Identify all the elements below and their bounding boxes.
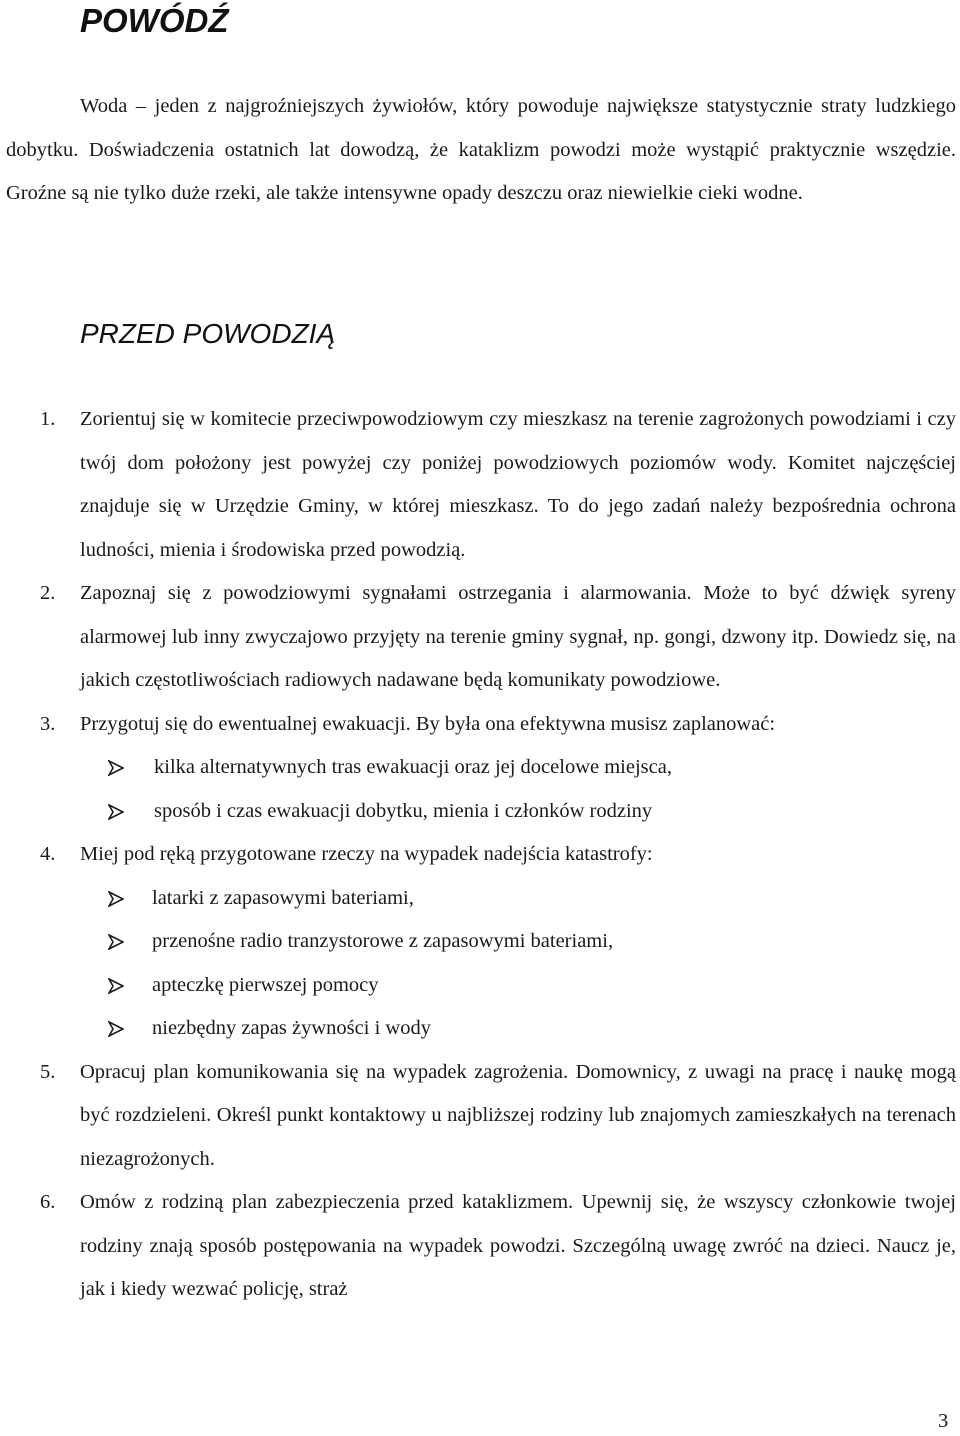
list-item-number: 6. [40, 1191, 56, 1213]
list-item [0, 1181, 956, 1312]
bullet-item [80, 746, 956, 790]
list-item-text: Zorientuj się w komitecie przeciwpowodziowym czy mieszkasz na terenie zagrożonych powodziami i czy twój dom położony jest powyżej czy poniżej powodziowych poziomów wody. Komitet najczęściej znajduje się w Urzędzie Gminy, w której mieszkasz. To do jego zadań należy bezpośrednia ochrona ludności, mienia i środowiska przed powodzią. [80, 408, 956, 561]
bullet-text: sposób i czas ewakuacji dobytku, mienia i członków rodziny [154, 799, 653, 822]
list-item-text: Przygotuj się do ewentualnej ewakuacji. By była ona efektywna musisz zaplanować: [80, 712, 776, 735]
page-title: POWÓDŹ [80, 2, 229, 39]
list-item-number: 2. [40, 582, 56, 604]
bullet-item [80, 964, 956, 1008]
arrowhead-bullet-icon [108, 1007, 126, 1051]
list-item-text: Miej pod ręką przygotowane rzeczy na wypadek nadejścia katastrofy: [80, 843, 653, 865]
intro-paragraph: Woda – jeden z najgroźniejszych żywiołów, który powoduje największe statystycznie straty ludzkiego dobytku. Doświadczenia ostatnich lat dowodzą, że kataklizm powodzi może wystąpić praktycznie wszędzie. Groźne są nie tylko duże rzeki, ale także intensywne opady deszczu oraz niewielkie cieki wodne. [6, 95, 956, 204]
list-item [0, 572, 956, 703]
list-item [0, 398, 956, 572]
section-heading: PRZED POWODZIĄ [80, 318, 336, 349]
page-number: 3 [938, 1410, 949, 1432]
arrowhead-bullet-icon [108, 790, 126, 834]
bullet-text: apteczkę pierwszej pomocy [152, 973, 379, 996]
instructions-list [0, 398, 960, 1312]
bullet-text: latarki z zapasowymi bateriami, [152, 886, 414, 909]
list-item-number: 5. [40, 1060, 56, 1083]
list-item-text: Omów z rodziną plan zabezpieczenia przed kataklizmem. Upewnij się, że wszyscy członkowie twojej rodziny znają sposób postępowania na wypadek powodzi. Szczególną uwagę zwróć na dzieci. Naucz je, jak i kiedy wezwać policję, straż [80, 1191, 956, 1300]
list-item-number: 4. [40, 843, 56, 865]
bullet-item [80, 920, 956, 964]
bullet-list [80, 746, 956, 833]
bullet-list [80, 877, 956, 1051]
bullet-item [80, 1007, 956, 1051]
list-item [0, 1051, 956, 1182]
arrowhead-bullet-icon [108, 746, 126, 790]
arrowhead-bullet-icon [108, 920, 126, 964]
list-item-number: 3. [40, 712, 56, 735]
list-item [0, 703, 956, 834]
list-item-number: 1. [40, 408, 56, 430]
bullet-item [80, 790, 956, 834]
arrowhead-bullet-icon [108, 877, 126, 921]
bullet-text: niezbędny zapas żywności i wody [152, 1017, 431, 1039]
list-item [0, 833, 956, 1051]
bullet-text: kilka alternatywnych tras ewakuacji oraz jej docelowe miejsca, [154, 756, 672, 778]
arrowhead-bullet-icon [108, 964, 126, 1008]
list-item-text: Opracuj plan komunikowania się na wypadek zagrożenia. Domownicy, z uwagi na pracę i naukę mogą być rozdzieleni. Określ punkt kontaktowy u najbliższej rodziny lub znajomych zamieszkałych na terenach niezagrożonych. [80, 1060, 956, 1170]
bullet-text: przenośne radio tranzystorowe z zapasowymi bateriami, [152, 930, 614, 952]
list-item-text: Zapoznaj się z powodziowymi sygnałami ostrzegania i alarmowania. Może to być dźwięk syreny alarmowej lub inny zwyczajowo przyjęty na terenie gminy sygnał, np. gongi, dzwony itp. Dowiedz się, na jakich częstotliwościach radiowych nadawane będą komunikaty powodziowe. [80, 582, 956, 691]
bullet-item [80, 877, 956, 921]
